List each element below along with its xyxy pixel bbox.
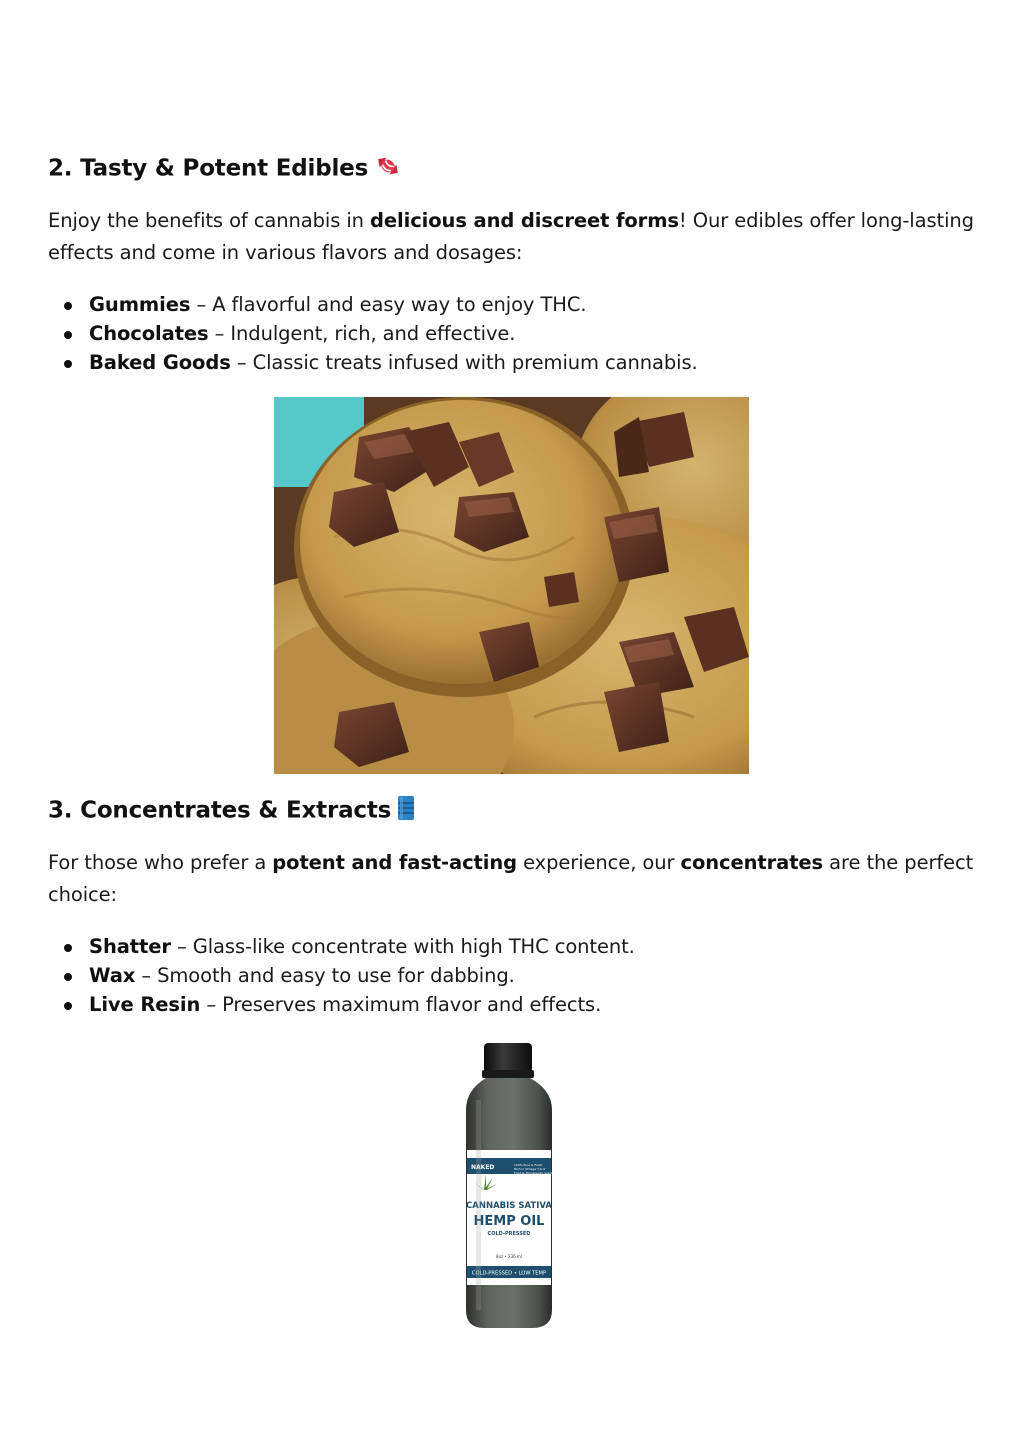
oil-drum-icon: [397, 795, 415, 827]
list-item: [48, 290, 698, 319]
concentrates-list: [48, 932, 635, 1019]
candy-icon: [374, 153, 402, 185]
list-item-name: Wax: [89, 964, 136, 987]
concentrates-intro-text-1: For those who prefer a: [48, 851, 273, 874]
bottle-size: 8oz • 236 ml: [496, 1254, 522, 1259]
list-item-desc: – Classic treats infused with premium cannabis.: [230, 351, 698, 374]
hemp-oil-bottle-image: [462, 1040, 554, 1330]
bottle-label-line1: CANNABIS SATIVA: [466, 1201, 552, 1211]
edibles-intro: [48, 205, 978, 269]
list-item: [48, 990, 635, 1019]
edibles-list: [48, 290, 698, 377]
list-item-name: Gummies: [89, 293, 191, 316]
list-item-desc: – A flavorful and easy way to enjoy THC.: [190, 293, 587, 316]
list-item: [48, 932, 635, 961]
edibles-intro-text-1: Enjoy the benefits of cannabis in: [48, 209, 371, 232]
concentrates-intro-bold-1: potent and fast-acting: [272, 851, 518, 874]
edibles-heading: [48, 153, 402, 185]
list-item-name: Live Resin: [89, 993, 201, 1016]
list-item-desc: – Glass-like concentrate with high THC content.: [170, 935, 635, 958]
concentrates-intro-text-2: experience, our: [517, 851, 681, 874]
edibles-heading-text: 2. Tasty & Potent Edibles: [48, 155, 369, 182]
list-item-desc: – Smooth and easy to use for dabbing.: [135, 964, 515, 987]
concentrates-intro-bold-2: concentrates: [680, 851, 824, 874]
concentrates-intro-text-3: are the perfect choice:: [48, 851, 974, 906]
bottle-note-3: Food & Therapeutic Grade: [514, 1171, 554, 1175]
bottle-band: COLD-PRESSED • LOW TEMP: [471, 1270, 547, 1277]
concentrates-intro: [48, 847, 978, 911]
concentrates-heading-text: 3. Concentrates & Extracts: [48, 797, 392, 824]
list-item: [48, 348, 698, 377]
cookies-image: [274, 397, 749, 774]
list-item-name: Shatter: [89, 935, 171, 958]
list-item-desc: – Preserves maximum flavor and effects.: [200, 993, 602, 1016]
concentrates-heading: [48, 795, 415, 827]
list-item-desc: – Indulgent, rich, and effective.: [208, 322, 516, 345]
list-item-name: Baked Goods: [89, 351, 231, 374]
list-item: [48, 319, 698, 348]
bottle-note-1: 100% Pure & Fresh: [514, 1163, 543, 1167]
bottle-brand: NAKED: [471, 1164, 495, 1171]
edibles-intro-text-2: ! Our edibles offer long-lasting effects and come in various flavors and dosages:: [48, 209, 974, 264]
bottle-note-2: Rich in Omega 3 & 6: [514, 1167, 546, 1171]
list-item-name: Chocolates: [89, 322, 209, 345]
list-item: [48, 961, 635, 990]
bottle-label-line2: HEMP OIL: [473, 1214, 545, 1229]
edibles-intro-bold: delicious and discreet forms: [370, 209, 679, 232]
bottle-label-line3: COLD-PRESSED: [487, 1231, 531, 1237]
